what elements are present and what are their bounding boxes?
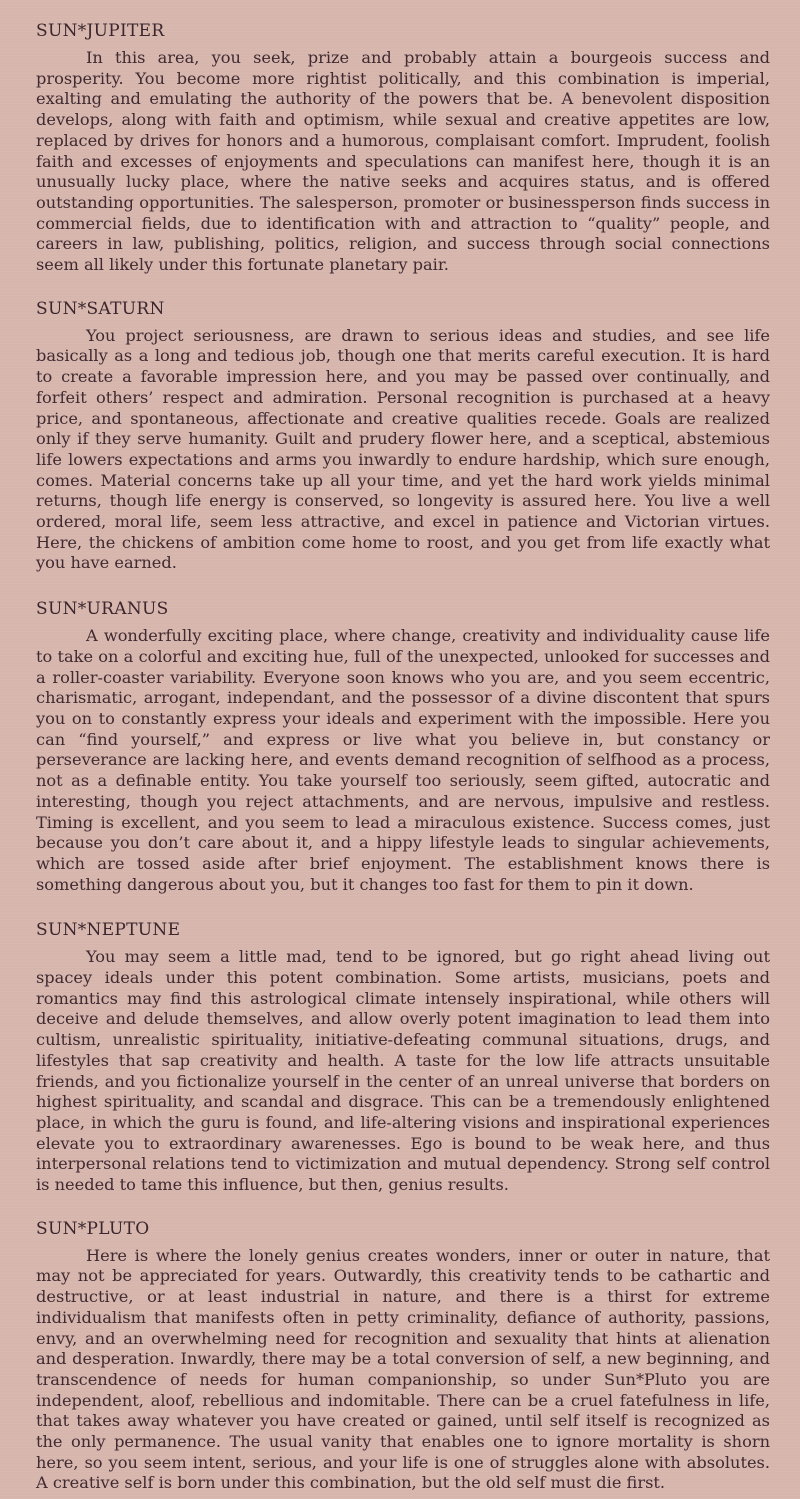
section-heading: SUN*NEPTUNE <box>36 920 181 941</box>
section-sun-uranus <box>36 598 770 895</box>
section-sun-saturn <box>36 298 770 574</box>
section-heading: SUN*URANUS <box>36 599 169 620</box>
section-body: Here is where the lonely genius creates wonders, inner or outer in nature, that may not be appreciated for years. Outwardly, this creativity tends to be cathartic and destructive, or at least industrial in nature, and there is a thirst for extreme individualism that manifests often in petty criminality, defiance of authority, passions, envy, and an overwhelming need for recognition and sexuality that hints at alienation and desperation. Inwardly, there may be a total conversion of self, a new beginning, and transcendence of needs for human companionship, so under Sun*Pluto you are independent, aloof, rebellious and indomitable. There can be a cruel fatefulness in life, that takes away whatever you have created or gained, until self itself is recognized as the only permanence. The usual vanity that enables one to ignore mortality is shorn here, so you seem intent, serious, and your life is one of struggles alone with absolutes. A creative self is born under this combination, but the old self must die first. <box>36 1245 770 1493</box>
section-heading: SUN*SATURN <box>36 298 165 319</box>
section-body: You may seem a little mad, tend to be ignored, but go right ahead living out spacey ideals under this potent combination. Some artists, musicians, poets and romantics may find this astrological climate intensely inspirational, while others will deceive and delude themselves, and allow overly potent imagination to lead them into cultism, unrealistic spirituality, initiative-defeating communal situations, drugs, and lifestyles that sap creativity and health. A taste for the low life attracts unsuitable friends, and you fictionalize yourself in the center of an unreal universe that borders on highest spirituality, and scandal and disgrace. This can be a tremendously enlightened place, in which the guru is found, and life-altering visions and inspirational experiences elevate you to extraordinary awarenesses. Ego is bound to be weak here, and thus interpersonal relations tend to victimization and mutual dependency. Strong self control is needed to tame this influence, but then, genius results. <box>36 947 770 1195</box>
section-body: You project seriousness, are drawn to serious ideas and studies, and see life basically as a long and tedious job, though one that merits careful execution. It is hard to create a favorable impression here, and you may be passed over continually, and forfeit others’ respect and admiration. Personal recognition is purchased at a heavy price, and spontaneous, affectionate and creative qualities recede. Goals are realized only if they serve humanity. Guilt and prudery flower here, and a sceptical, abstemious life lowers expectations and arms you inwardly to endure hardship, which sure enough, comes. Material concerns take up all your time, and yet the hard work yields minimal returns, though life energy is conserved, so longevity is assured here. You live a well ordered, moral life, seem less attractive, and excel in patience and Victorian virtues. Here, the chickens of ambition come home to roost, and you get from life exactly what you have earned. <box>36 325 770 573</box>
section-body: In this area, you seek, prize and probably attain a bourgeois success and prosperity. You become more rightist politically, and this combination is imperial, exalting and emulating the authority of the powers that be. A benevolent disposition develops, along with faith and optimism, while sexual and creative appetites are low, replaced by drives for honors and a humorous, complaisant comfort. Imprudent, foolish faith and excesses of enjoyments and speculations can manifest here, though it is an unusually lucky place, where the native seeks and acquires status, and is offered outstanding opportunities. The salesperson, promoter or businessperson finds success in commercial fields, due to identification with and attraction to “quality” people, and careers in law, publishing, politics, religion, and success through social connections seem all likely under this fortunate planetary pair. <box>36 48 770 275</box>
section-sun-jupiter <box>36 20 770 276</box>
section-body: A wonderfully exciting place, where change, creativity and individuality cause life to take on a colorful and exciting hue, full of the unexpected, unlooked for successes and a roller-coaster variability. Everyone soon knows who you are, and you seem eccentric, charismatic, arrogant, independant, and the possessor of a divine discontent that spurs you on to constantly express your ideals and experiment with the impossible. Here you can “find yourself,” and express or live what you believe in, but constancy or perseverance are lacking here, and events demand recognition of selfhood as a process, not as a definable entity. You take yourself too seriously, seem gifted, autocratic and interesting, though you reject attachments, and are nervous, impulsive and restless. Timing is excellent, and you seem to lead a miraculous existence. Success comes, just because you don’t care about it, and a hippy lifestyle leads to singular achievements, which are tossed aside after brief enjoyment. The establishment knows there is something dangerous about you, but it changes too fast for them to pin it down. <box>36 626 770 894</box>
section-sun-neptune <box>36 919 770 1195</box>
section-sun-pluto <box>36 1218 770 1494</box>
section-heading: SUN*PLUTO <box>36 1218 150 1239</box>
section-heading: SUN*JUPITER <box>36 21 165 41</box>
